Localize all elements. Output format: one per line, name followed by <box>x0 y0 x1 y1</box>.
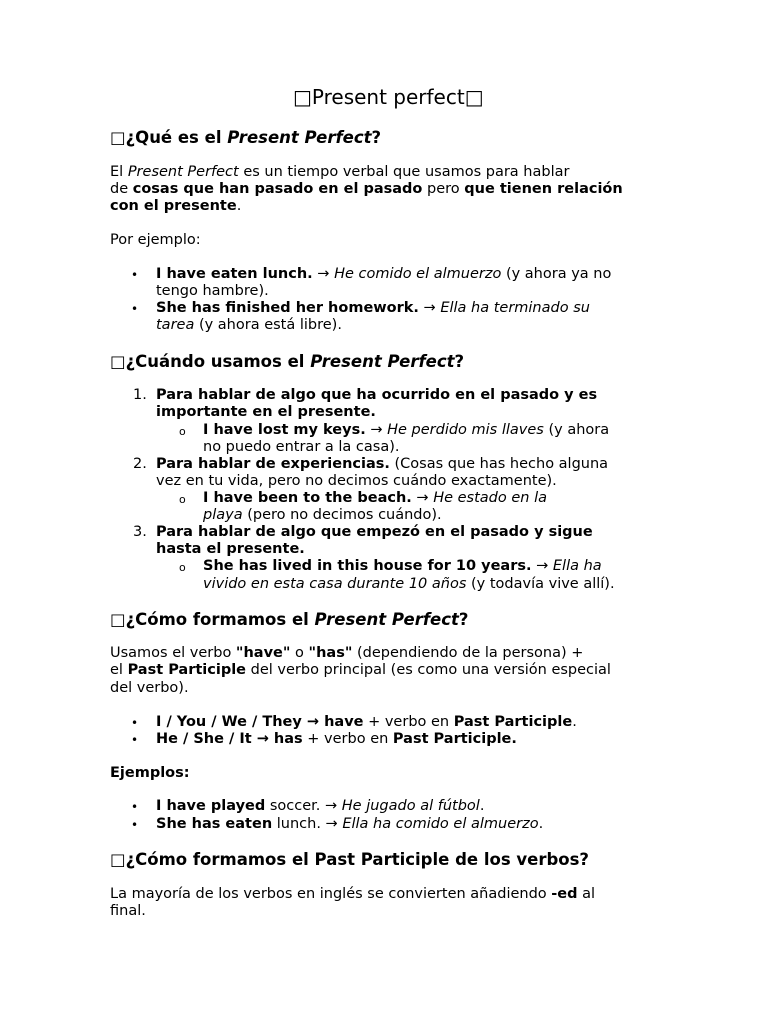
paragraph-line: El Present Perfect es un tiempo verbal que usamos para hablar <box>110 164 570 180</box>
section-heading-past-participle: □¿Cómo formamos el Past Participle de los verbos? <box>110 850 590 869</box>
bullet-icon: • <box>131 716 139 730</box>
bullet-icon: • <box>131 733 139 747</box>
section-heading-como-formamos: □¿Cómo formamos el Present Perfect? <box>110 610 469 629</box>
numbered-item: Para hablar de algo que ha ocurrido en el pasado y es <box>156 387 598 403</box>
numbered-item-continuation: vez en tu vida, pero no decimos cuándo exactamente). <box>156 473 557 489</box>
page-title: □Present perfect□ <box>293 85 484 109</box>
paragraph-line: final. <box>110 903 146 919</box>
section-heading-que-es: □¿Qué es el Present Perfect? <box>110 128 382 147</box>
bullet-icon: • <box>131 302 139 316</box>
paragraph-line: Usamos el verbo "have" o "has" (dependiendo de la persona) + <box>110 645 584 661</box>
paragraph-line: La mayoría de los verbos en inglés se convierten añadiendo -ed al <box>110 886 596 902</box>
bullet-icon: • <box>131 818 139 832</box>
list-number: 3. <box>133 524 147 540</box>
ejemplos-label: Ejemplos: <box>110 765 190 781</box>
list-number: 1. <box>133 387 147 403</box>
list-item: I have eaten lunch. → He comido el almuerzo (y ahora ya no <box>156 266 612 282</box>
circle-bullet-icon: o <box>179 561 186 574</box>
bullet-icon: • <box>131 800 139 814</box>
paragraph-line: con el presente. <box>110 198 242 214</box>
numbered-item: Para hablar de experiencias. (Cosas que has hecho alguna <box>156 456 609 472</box>
numbered-item-continuation: importante en el presente. <box>156 404 376 420</box>
list-item-continuation: tengo hambre). <box>156 283 269 299</box>
list-item: He / She / It → has + verbo en Past Participle. <box>156 731 517 747</box>
list-item-continuation: tarea (y ahora está libre). <box>156 317 342 333</box>
list-item: I / You / We / They → have + verbo en Past Participle. <box>156 714 577 730</box>
sub-list-item: She has lived in this house for 10 years. → Ella ha <box>203 558 602 574</box>
circle-bullet-icon: o <box>179 493 186 506</box>
list-item: She has finished her homework. → Ella ha terminado su <box>156 300 590 316</box>
sub-list-item: I have been to the beach. → He estado en la <box>203 490 547 506</box>
numbered-item: Para hablar de algo que empezó en el pasado y sigue <box>156 524 593 540</box>
bullet-icon: • <box>131 268 139 282</box>
paragraph-line: del verbo). <box>110 680 189 696</box>
circle-bullet-icon: o <box>179 425 186 438</box>
paragraph-line: el Past Participle del verbo principal (es como una versión especial <box>110 662 611 678</box>
sub-list-item-continuation: vivido en esta casa durante 10 años (y todavía vive allí). <box>203 576 615 592</box>
sub-list-item-continuation: no puedo entrar a la casa). <box>203 439 400 455</box>
list-item: She has eaten lunch. → Ella ha comido el almuerzo. <box>156 816 544 832</box>
section-heading-cuando: □¿Cuándo usamos el Present Perfect? <box>110 352 465 371</box>
list-number: 2. <box>133 456 147 472</box>
sub-list-item: I have lost my keys. → He perdido mis llaves (y ahora <box>203 422 610 438</box>
list-item: I have played soccer. → He jugado al fútbol. <box>156 798 485 814</box>
sub-list-item-continuation: playa (pero no decimos cuándo). <box>203 507 442 523</box>
paragraph-line: de cosas que han pasado en el pasado pero que tienen relación <box>110 181 623 197</box>
numbered-item-continuation: hasta el presente. <box>156 541 305 557</box>
por-ejemplo-label: Por ejemplo: <box>110 232 201 248</box>
